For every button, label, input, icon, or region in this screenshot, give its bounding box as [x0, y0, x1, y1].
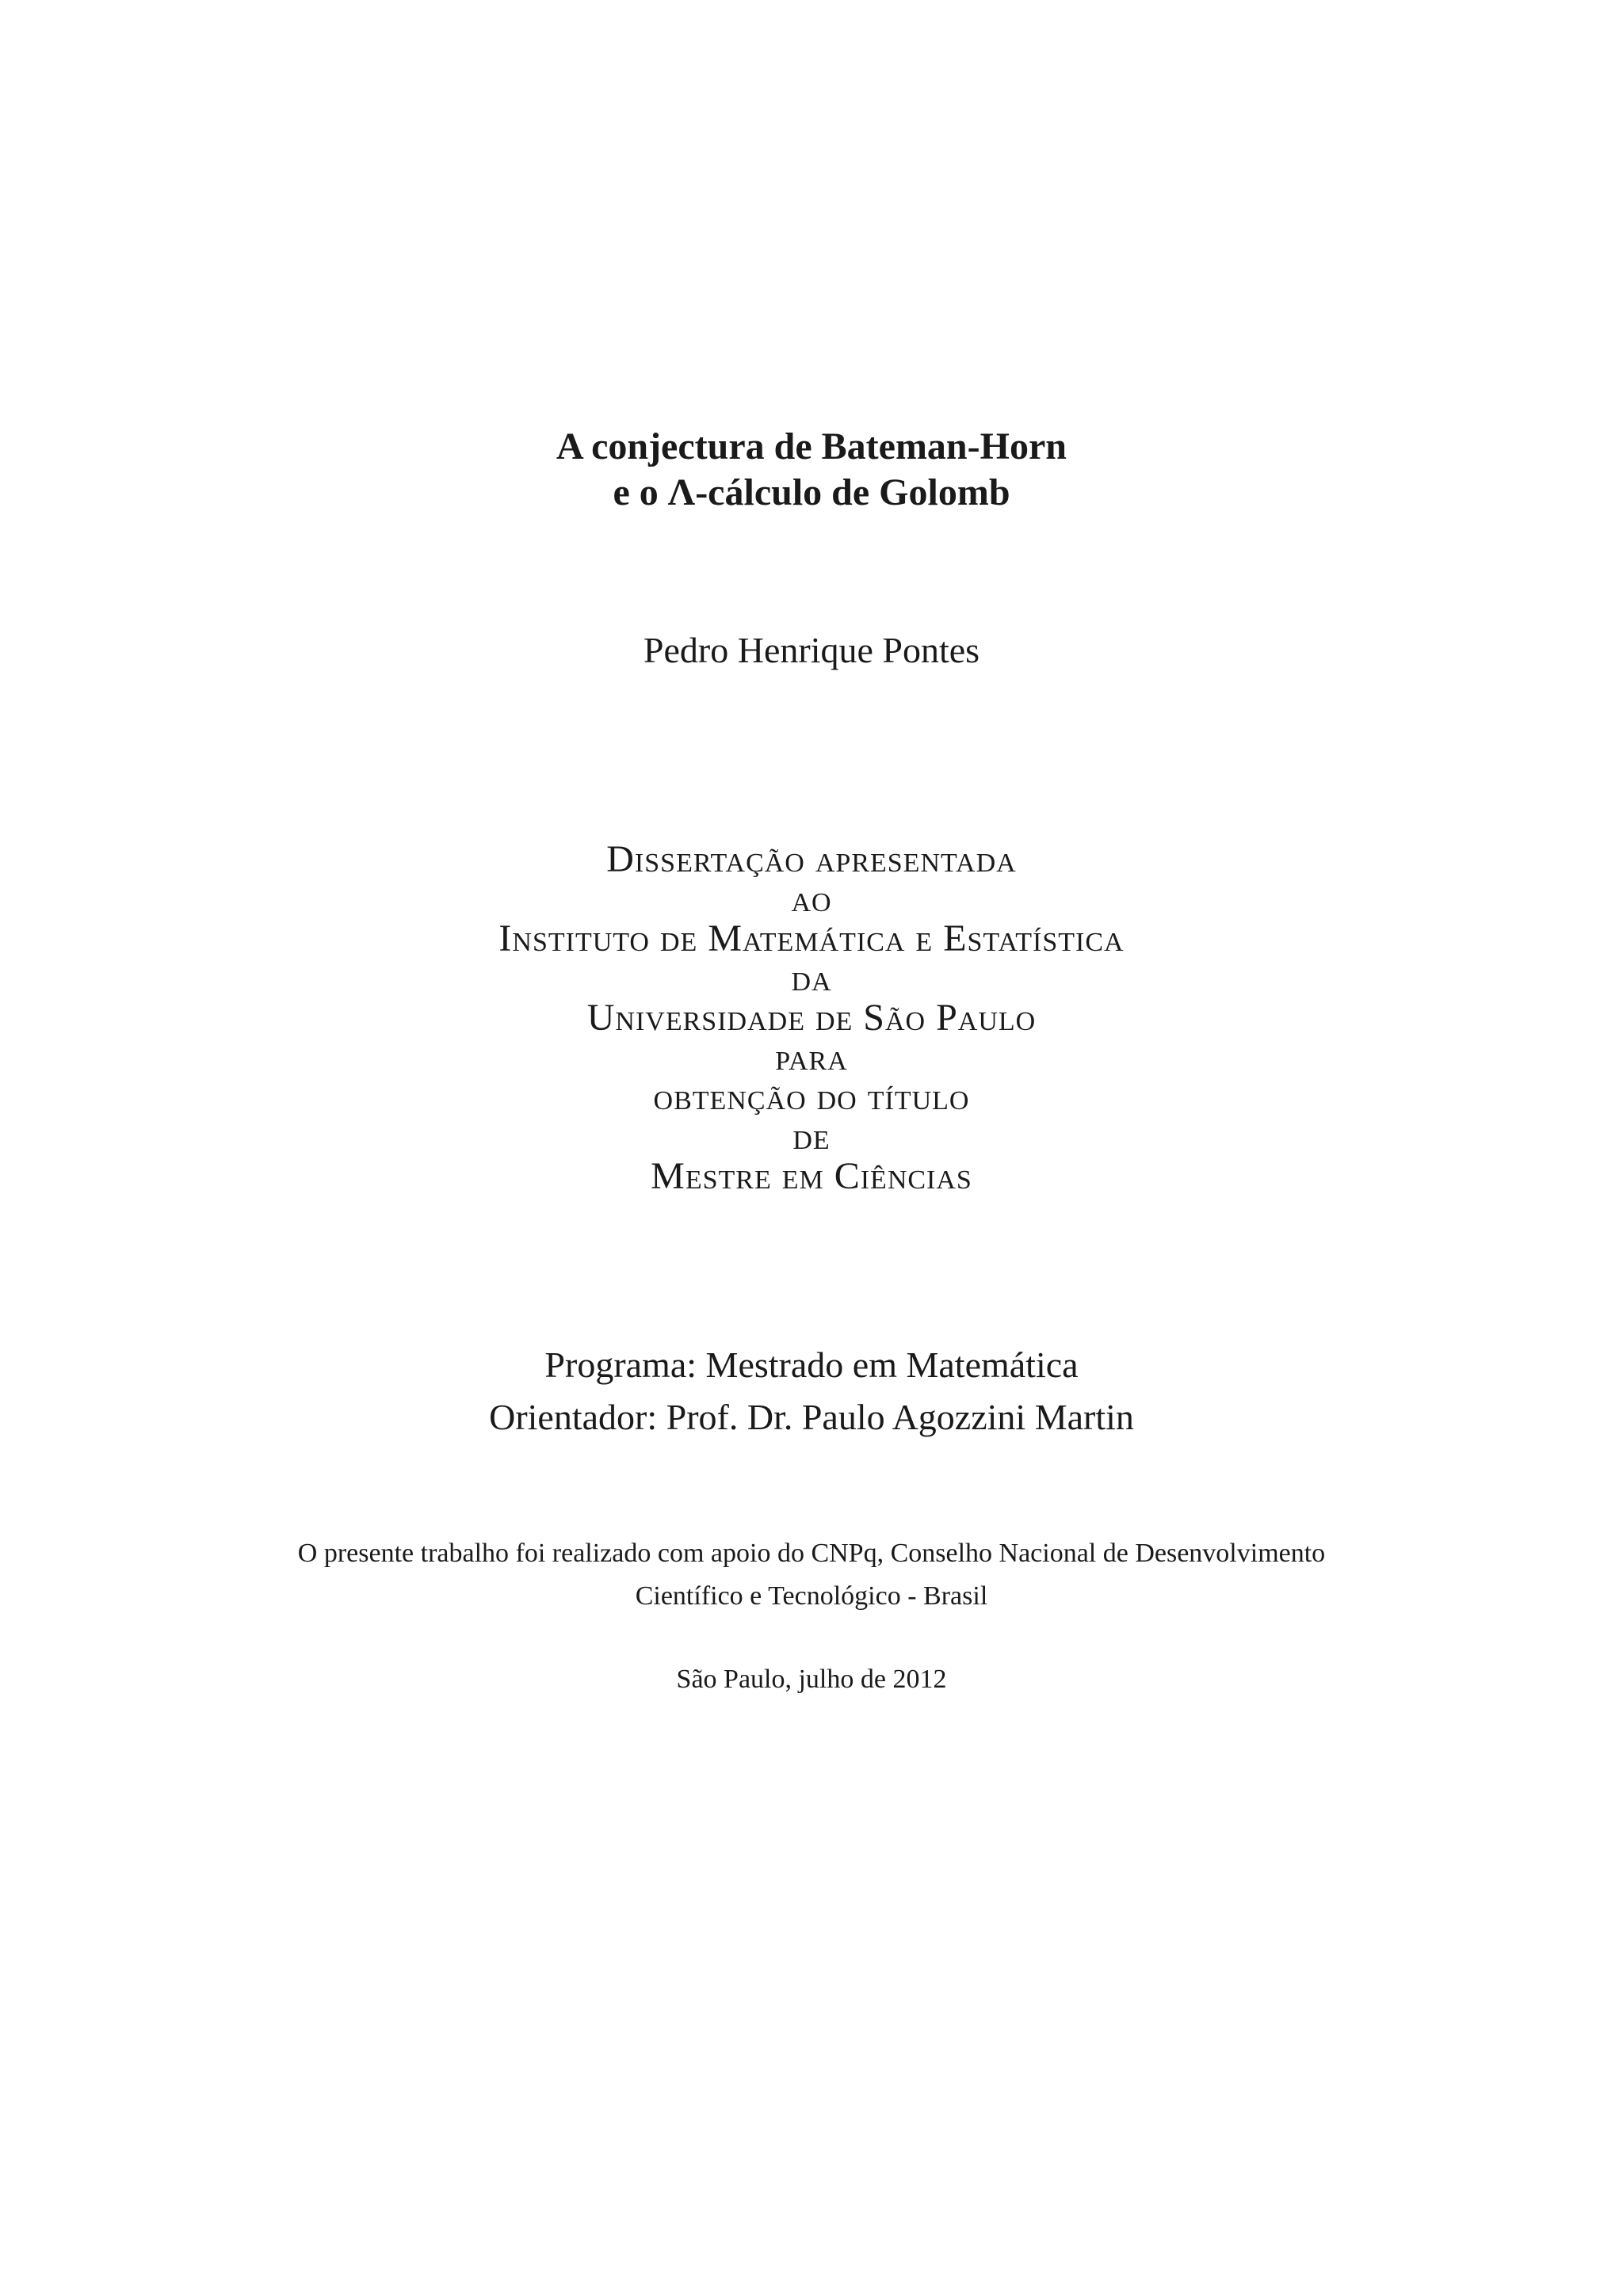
- thesis-title-line-2: e o Λ-cálculo de Golomb: [613, 471, 1010, 513]
- author-name: Pedro Henrique Pontes: [643, 630, 980, 670]
- program-info: [0, 1339, 1623, 1444]
- place-and-date: [0, 1660, 1623, 1699]
- dissertation-line: Mestre em Ciências: [651, 1155, 972, 1197]
- dissertation-line: Universidade de São Paulo: [586, 997, 1037, 1039]
- dissertation-line: ao: [791, 878, 832, 920]
- dissertation-line: Instituto de Matemática e Estatística: [498, 917, 1125, 959]
- dissertation-line: Dissertação apresentada: [606, 838, 1017, 880]
- advisor-name: Orientador: Prof. Dr. Paulo Agozzini Martin: [489, 1397, 1134, 1437]
- thesis-title-line-1: A conjectura de Bateman-Horn: [556, 425, 1067, 467]
- funding-note-line-1: O presente trabalho foi realizado com apoio do CNPq, Conselho Nacional de Desenvolvimento: [297, 1539, 1326, 1568]
- author-block: [0, 627, 1623, 673]
- dissertation-line: da: [791, 957, 832, 999]
- place-date-text: São Paulo, julho de 2012: [676, 1665, 947, 1694]
- dissertation-statement: [0, 840, 1623, 1196]
- dissertation-line: de: [792, 1116, 831, 1158]
- funding-note-line-2: Científico e Tecnológico - Brasil: [635, 1581, 988, 1611]
- thesis-title: [0, 424, 1623, 516]
- program-name: Programa: Mestrado em Matemática: [544, 1344, 1079, 1385]
- dissertation-line: para: [775, 1036, 848, 1078]
- funding-note: [0, 1532, 1623, 1618]
- dissertation-line: obtenção do título: [653, 1076, 970, 1118]
